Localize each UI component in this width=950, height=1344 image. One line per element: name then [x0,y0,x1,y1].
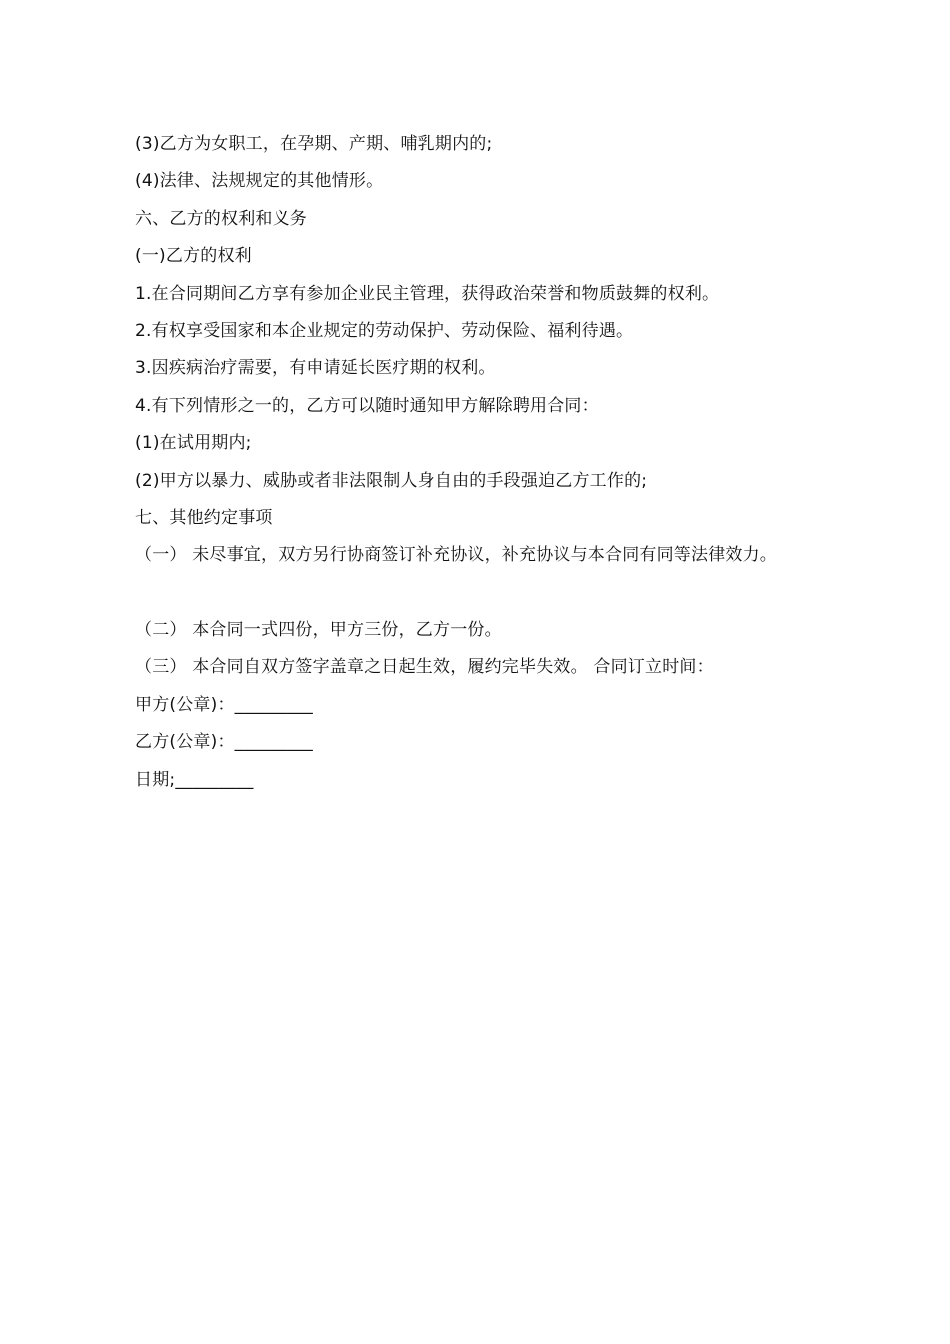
clause-3-female-employee: (3)乙方为女职工，在孕期、产期、哺乳期内的; [135,134,493,154]
termination-case-2: (2)甲方以暴力、威胁或者非法限制人身自由的手段强迫乙方工作的; [135,470,648,491]
date-line: 日期;_________ [135,769,254,790]
other-item-3: （三） 本合同自双方签字盖章之日起生效，履约完毕失效。 合同订立时间： [135,657,714,678]
right-1-management: 1.在合同期间乙方享有参加企业民主管理，获得政治荣誉和物质鼓舞的权利。 [135,283,720,304]
paragraph-gap [135,575,855,612]
other-item-2: （二） 本合同一式四份，甲方三份，乙方一份。 [135,620,502,641]
subsection-rights-heading: (一)乙方的权利 [135,246,252,267]
section-6-heading: 六、乙方的权利和义务 [135,208,307,229]
right-3-medical: 3.因疾病治疗需要，有申请延长医疗期的权利。 [135,358,496,379]
termination-case-1: (1)在试用期内; [135,433,252,454]
clause-4-other-circumstances: (4)法律、法规规定的其他情形。 [135,171,384,192]
right-4-termination: 4.有下列情形之一的，乙方可以随时通知甲方解除聘用合同： [135,395,599,416]
document-body [135,126,855,799]
party-b-seal-line: 乙方(公章)：_________ [135,732,313,753]
right-2-protection: 2.有权享受国家和本企业规定的劳动保护、劳动保险、福利待遇。 [135,320,634,341]
party-a-seal-line: 甲方(公章)：_________ [135,694,313,715]
section-7-heading: 七、其他约定事项 [135,507,273,528]
other-item-1: （一） 未尽事宜，双方另行协商签订补充协议，补充协议与本合同有同等法律效力。 [135,545,778,566]
